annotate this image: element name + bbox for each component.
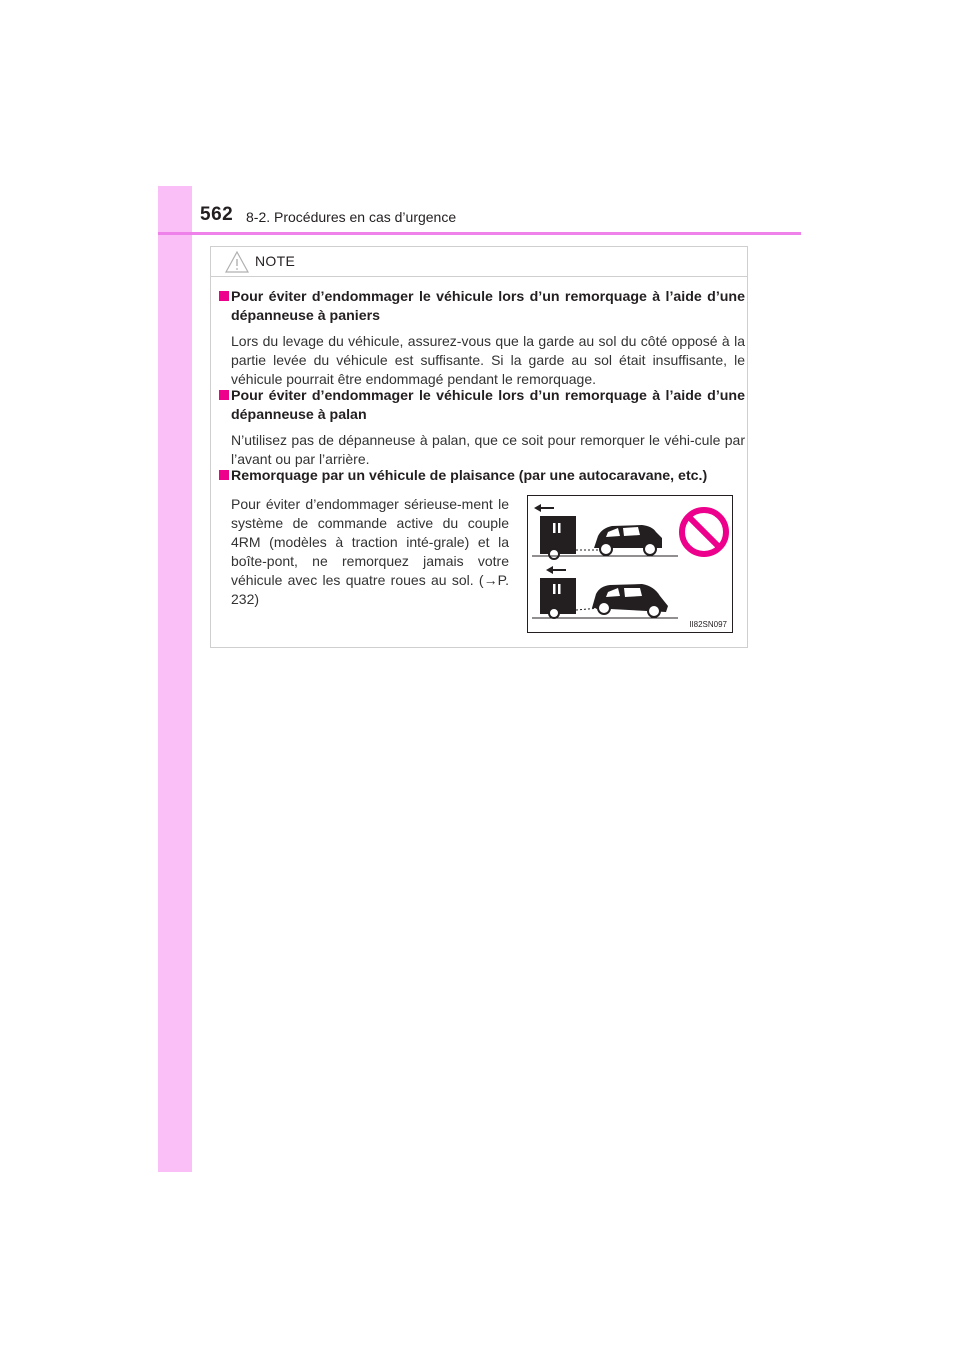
item-text: Lors du levage du véhicule, assurez-vous que la garde au sol du côté opposé à la partie levée du véhicule est suffisante. Si la garde au sol était insuffisante, le véhicule pourrait être endommagé pendant le remorquage. bbox=[231, 333, 745, 387]
side-tab bbox=[158, 186, 192, 1172]
note-box bbox=[210, 246, 748, 648]
section-title: 8-2. Procédures en cas d’urgence bbox=[246, 209, 457, 225]
car-icon bbox=[592, 584, 668, 617]
prohibited-icon bbox=[682, 510, 726, 554]
motorhome-icon bbox=[540, 516, 576, 559]
arrow-left-icon bbox=[534, 504, 554, 512]
page-number: 562 bbox=[200, 204, 234, 225]
towing-illustration bbox=[527, 495, 733, 633]
arrow-left-icon bbox=[546, 566, 566, 574]
motorhome-icon bbox=[540, 578, 576, 618]
bullet-square-icon bbox=[219, 470, 229, 480]
item-heading: Pour éviter d’endommager le véhicule lors d’un remorquage à l’aide d’une dépanneuse à paniers bbox=[215, 288, 745, 326]
car-icon bbox=[594, 525, 662, 555]
item-text: Pour éviter d’endommager sérieuse-ment le système de commande active du couple 4RM (modèles à traction inté-grale) et la boîte-pont, ne remorquez jamais votre véhicule avec les quatre roues au sol. (→P. 232) bbox=[231, 496, 509, 607]
figure-code: II82SN097 bbox=[689, 620, 727, 629]
item-heading: Remorquage par un véhicule de plaisance (par une autocaravane, etc.) bbox=[215, 467, 745, 486]
item-heading: Pour éviter d’endommager le véhicule lors d’un remorquage à l’aide d’une dépanneuse à palan bbox=[215, 387, 745, 425]
bullet-square-icon bbox=[219, 390, 229, 400]
towing-drawing bbox=[528, 496, 732, 632]
bullet-square-icon bbox=[219, 291, 229, 301]
note-header bbox=[211, 247, 747, 277]
header-rule bbox=[158, 232, 801, 235]
note-label: NOTE bbox=[255, 253, 296, 269]
item-text: N’utilisez pas de dépanneuse à palan, que ce soit pour remorquer le véhi-cule par l’avant ou par l’arrière. bbox=[231, 432, 745, 467]
warning-icon bbox=[225, 251, 249, 273]
